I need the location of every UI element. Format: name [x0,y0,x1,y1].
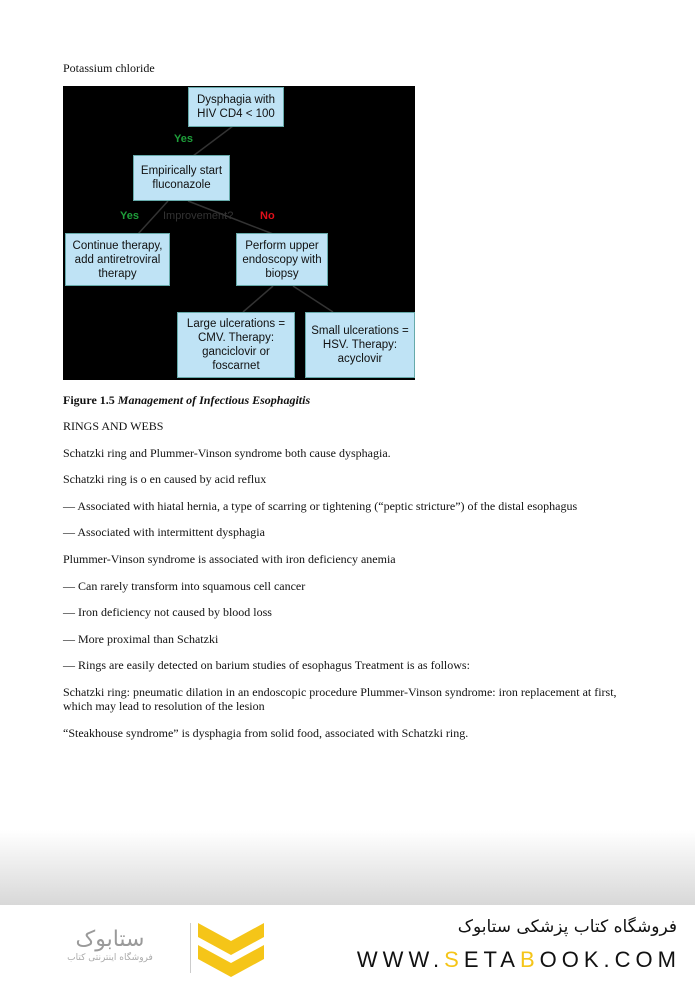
yes-label: Yes [174,133,193,145]
chevron-logo-icon [198,923,264,979]
setabook-logo [30,927,190,967]
store-name: فروشگاه کتاب پزشکی ستابوک [457,917,677,937]
paragraph: Plummer-Vinson syndrome is associated with iron deficiency anemia [63,552,396,566]
paragraph: — Associated with intermittent dysphagia [63,525,265,539]
no-label: No [260,210,275,222]
box-fluconazole: Empirically start fluconazole [133,155,230,201]
paragraph: — Associated with hiatal hernia, a type of scarring or tightening (“peptic stricture”) of the distal esophagus [63,499,578,513]
paragraph: — More proximal than Schatzki [63,632,219,646]
footer-banner [0,905,695,982]
logo-subtitle: فروشگاه اینترنتی کتاب [67,953,153,963]
section-heading: RINGS AND WEBS [63,419,164,433]
esophagitis-flowchart [63,86,415,380]
improvement-label: Improvement? [163,210,234,222]
paragraph: — Rings are easily detected on barium studies of esophagus Treatment is as follows: [63,658,470,672]
store-url[interactable]: WWW.SETABOOK.COM [356,947,681,972]
box-hsv: Small ulcerations = HSV. Therapy: acyclovir [305,312,415,378]
figure-caption: Figure 1.5 Management of Infectious Esophagitis [63,393,311,407]
divider [190,923,191,973]
paragraph: “Steakhouse syndrome” is dysphagia from solid food, associated with Schatzki ring. [63,726,469,740]
box-continue-therapy: Continue therapy, add antiretroviral therapy [65,233,170,286]
box-dysphagia: Dysphagia with HIV CD4 < 100 [188,87,284,127]
footer-shadow [0,830,695,905]
paragraph: Schatzki ring is o en caused by acid reflux [63,472,267,486]
logo-text: ستابوک [75,927,145,952]
paragraph: Schatzki ring: pneumatic dilation in an endoscopic procedure Plummer-Vinson syndrome: iron replacement at first, which may lead to resolution of the lesion [63,685,617,713]
paragraph: Schatzki ring and Plummer-Vinson syndrome both cause dysphagia. [63,446,391,460]
yes-label: Yes [120,210,139,222]
paragraph: — Can rarely transform into squamous cell cancer [63,579,306,593]
paragraph: — Iron deficiency not caused by blood loss [63,605,272,619]
box-endoscopy: Perform upper endoscopy with biopsy [236,233,328,286]
box-cmv: Large ulcerations = CMV. Therapy: ganciclovir or foscarnet [177,312,295,378]
heading-top: Potassium chloride [63,61,155,75]
